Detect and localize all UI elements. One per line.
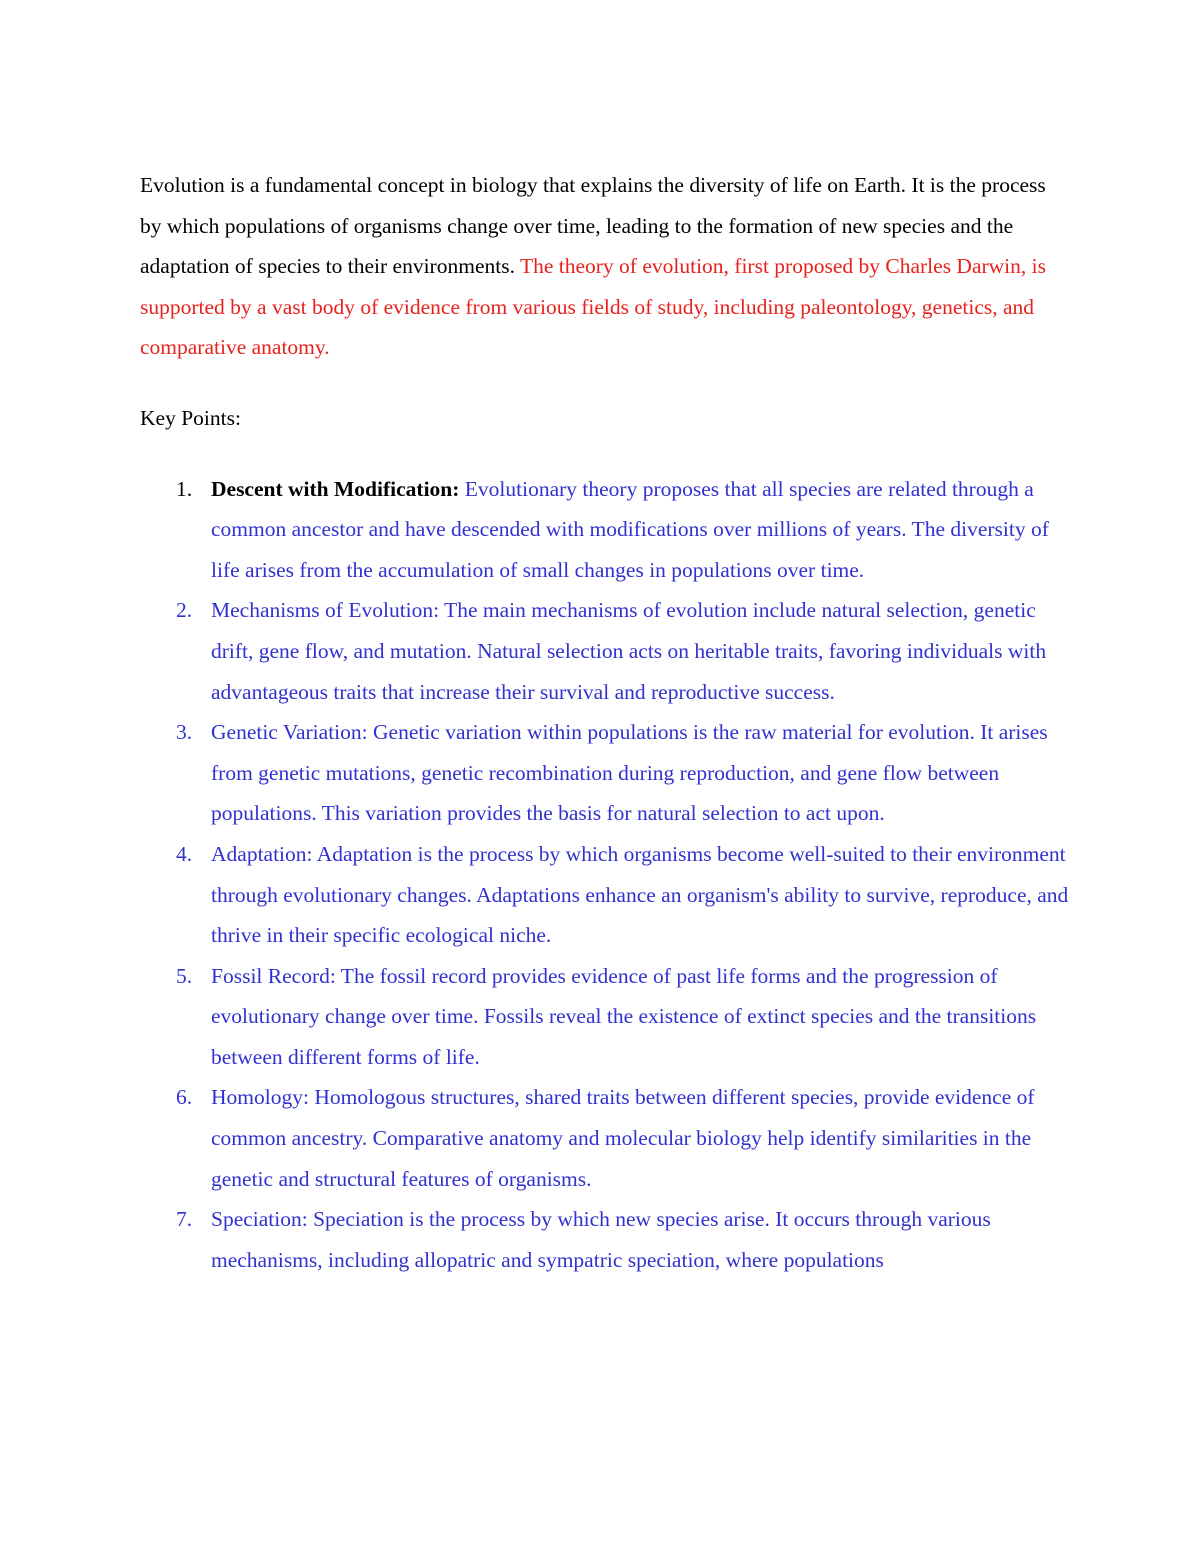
document-body (140, 165, 1070, 1280)
list-item-text: Mechanisms of Evolution: The main mechanisms of evolution include natural selection, genetic drift, gene flow, and mutation. Natural selection acts on heritable traits, favoring individuals with advantageous traits that increase their survival and reproductive success. (211, 598, 1047, 704)
list-item (140, 469, 1070, 591)
key-points-list (140, 469, 1070, 1281)
list-item (140, 590, 1070, 712)
intro-text: Evolution is a fundamental concept in biology that explains the diversity of life on Earth. It is the process by which populations of organisms change over time, leading to the formation of new species and the adaptation of species to their environments. (140, 173, 1046, 279)
list-item (140, 834, 1070, 956)
list-item (140, 956, 1070, 1078)
key-points-heading: Key Points: (140, 405, 241, 430)
list-item-bold-term: Descent with Modification: (211, 476, 460, 501)
list-item-text: Speciation: Speciation is the process by which new species arise. It occurs through various mechanisms, including allopatric and sympatric speciation, where populations (211, 1207, 991, 1272)
list-item-number: 3. (176, 720, 193, 745)
list-item-number: 7. (176, 1207, 193, 1232)
list-item (140, 1199, 1070, 1280)
intro-highlighted-text: The theory of evolution, first proposed by Charles Darwin, is supported by a vast body of evidence from various fields of study, including paleontology, genetics, and comparative anatomy. (140, 254, 1046, 360)
list-item-text: Adaptation: Adaptation is the process by which organisms become well-suited to their environment through evolutionary changes. Adaptations enhance an organism's ability to survive, reproduce, and thrive in their specific ecological niche. (211, 841, 1069, 948)
list-item-number: 4. (176, 841, 193, 866)
list-item-number: 2. (176, 598, 193, 623)
list-item-text: Evolutionary theory proposes that all species are related through a common ancestor and have descended with modifications over millions of years. The diversity of life arises from the accumulation of small changes in populations over time. (211, 476, 1049, 582)
list-item (140, 712, 1070, 834)
list-item-text: Fossil Record: The fossil record provides evidence of past life forms and the progression of evolutionary change over time. Fossils reveal the existence of extinct species and the transitions between different forms of life. (211, 963, 1037, 1069)
list-item (140, 1077, 1070, 1199)
list-item-number: 5. (176, 963, 193, 988)
list-item-text: Homology: Homologous structures, shared traits between different species, provide evidence of common ancestry. Comparative anatomy and molecular biology help identify similarities in the genetic and structural features of organisms. (211, 1085, 1035, 1191)
list-item-text: Genetic Variation: Genetic variation within populations is the raw material for evolution. It arises from genetic mutations, genetic recombination during reproduction, and gene flow between populations. This variation provides the basis for natural selection to act upon. (211, 720, 1048, 826)
list-item-number: 1. (176, 476, 193, 501)
list-item-number: 6. (176, 1085, 193, 1110)
intro-paragraph (140, 165, 1070, 368)
